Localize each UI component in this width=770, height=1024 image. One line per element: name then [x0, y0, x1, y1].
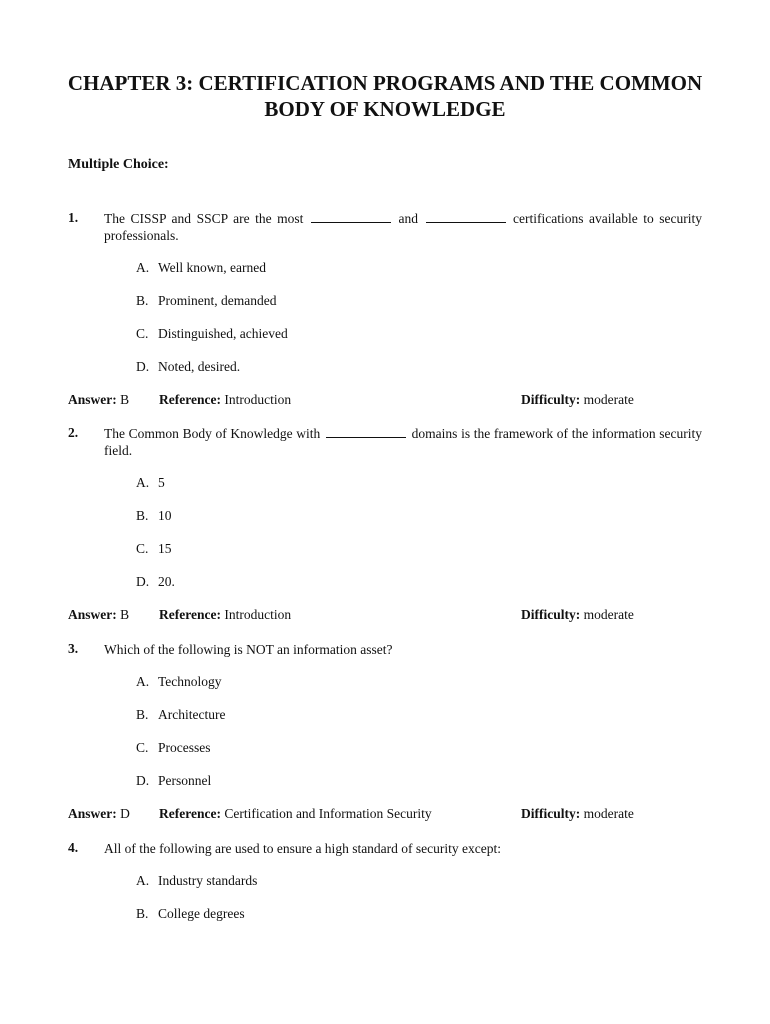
answer-label: Answer:	[68, 392, 117, 407]
question-1-text	[104, 210, 702, 244]
reference-label: Reference:	[159, 392, 221, 407]
question-2-text-part-1: The Common Body of Knowledge with	[104, 426, 321, 441]
option-text: 10	[158, 508, 172, 523]
difficulty-label: Difficulty:	[521, 806, 581, 821]
question-1-option-d	[136, 359, 240, 375]
option-letter: A.	[136, 475, 150, 490]
question-3-reference	[159, 806, 432, 822]
reference-label: Reference:	[159, 607, 221, 622]
option-text: Personnel	[158, 773, 212, 788]
reference-value: Introduction	[224, 392, 292, 407]
option-letter: B.	[136, 293, 149, 308]
question-4-number: 4.	[68, 840, 79, 855]
chapter-title-line-2: BODY OF KNOWLEDGE	[264, 97, 506, 121]
answer-value: D	[120, 806, 130, 821]
chapter-title	[60, 70, 710, 122]
question-3-option-a	[136, 674, 222, 690]
option-letter: B.	[136, 508, 149, 523]
question-2-difficulty	[521, 607, 634, 623]
answer-value: B	[120, 607, 130, 622]
difficulty-value: moderate	[583, 806, 634, 821]
question-3-text: Which of the following is NOT an information asset?	[104, 642, 393, 657]
option-letter: A.	[136, 260, 150, 275]
question-1-option-c	[136, 326, 288, 342]
option-text: Processes	[158, 740, 211, 755]
option-text: Distinguished, achieved	[158, 326, 288, 341]
option-letter: B.	[136, 707, 149, 722]
question-1-reference	[159, 392, 291, 408]
question-4-option-b	[136, 906, 245, 922]
question-3-number: 3.	[68, 641, 79, 656]
option-letter: D.	[136, 574, 150, 589]
option-text: Noted, desired.	[158, 359, 241, 374]
question-1-text-part-1: The CISSP and SSCP are the most	[104, 211, 304, 226]
option-letter: C.	[136, 541, 149, 556]
question-2-option-d	[136, 574, 175, 590]
answer-label: Answer:	[68, 806, 117, 821]
question-2-option-b	[136, 508, 172, 524]
question-1-number: 1.	[68, 210, 79, 225]
question-2-answer	[68, 607, 129, 623]
option-text: 15	[158, 541, 172, 556]
chapter-title-line-1: CHAPTER 3: CERTIFICATION PROGRAMS AND THE COMMON	[67, 71, 703, 95]
option-text: College degrees	[158, 906, 245, 921]
option-letter: C.	[136, 326, 149, 341]
question-2-number: 2.	[68, 425, 79, 440]
answer-value: B	[120, 392, 130, 407]
option-letter: D.	[136, 773, 150, 788]
reference-value: Introduction	[224, 607, 292, 622]
question-1-answer	[68, 392, 129, 408]
question-2-text	[104, 425, 702, 459]
question-3-option-d	[136, 773, 211, 789]
question-2-text-part-2: domains is the framework of the information security field.	[104, 426, 702, 458]
question-3-answer	[68, 806, 130, 822]
question-2-option-a	[136, 475, 165, 491]
option-text: Architecture	[158, 707, 226, 722]
question-1-text-part-2: and	[398, 211, 418, 226]
question-1-difficulty	[521, 392, 634, 408]
question-1-text-part-3: certifications available to security professionals.	[104, 211, 703, 243]
question-1-blank-2	[426, 212, 506, 223]
option-text: Technology	[158, 674, 222, 689]
option-text: 5	[158, 475, 165, 490]
option-letter: A.	[136, 873, 150, 888]
reference-label: Reference:	[159, 806, 221, 821]
question-2-reference	[159, 607, 291, 623]
answer-label: Answer:	[68, 607, 117, 622]
section-heading: Multiple Choice:	[68, 157, 169, 172]
question-2-blank	[326, 427, 406, 438]
difficulty-label: Difficulty:	[521, 392, 581, 407]
difficulty-value: moderate	[583, 607, 634, 622]
question-1-option-a	[136, 260, 266, 276]
difficulty-value: moderate	[583, 392, 634, 407]
question-1-blank-1	[311, 212, 391, 223]
option-letter: D.	[136, 359, 150, 374]
option-letter: C.	[136, 740, 149, 755]
option-letter: B.	[136, 906, 149, 921]
question-4-option-a	[136, 873, 257, 889]
option-text: Well known, earned	[158, 260, 266, 275]
question-3-option-c	[136, 740, 211, 756]
option-letter: A.	[136, 674, 150, 689]
option-text: Prominent, demanded	[158, 293, 277, 308]
question-2-option-c	[136, 541, 172, 557]
difficulty-label: Difficulty:	[521, 607, 581, 622]
question-4-text: All of the following are used to ensure a high standard of security except:	[104, 841, 502, 856]
reference-value: Certification and Information Security	[224, 806, 432, 821]
question-3-option-b	[136, 707, 225, 723]
question-3-difficulty	[521, 806, 634, 822]
option-text: 20.	[158, 574, 175, 589]
question-1-option-b	[136, 293, 276, 309]
option-text: Industry standards	[158, 873, 258, 888]
